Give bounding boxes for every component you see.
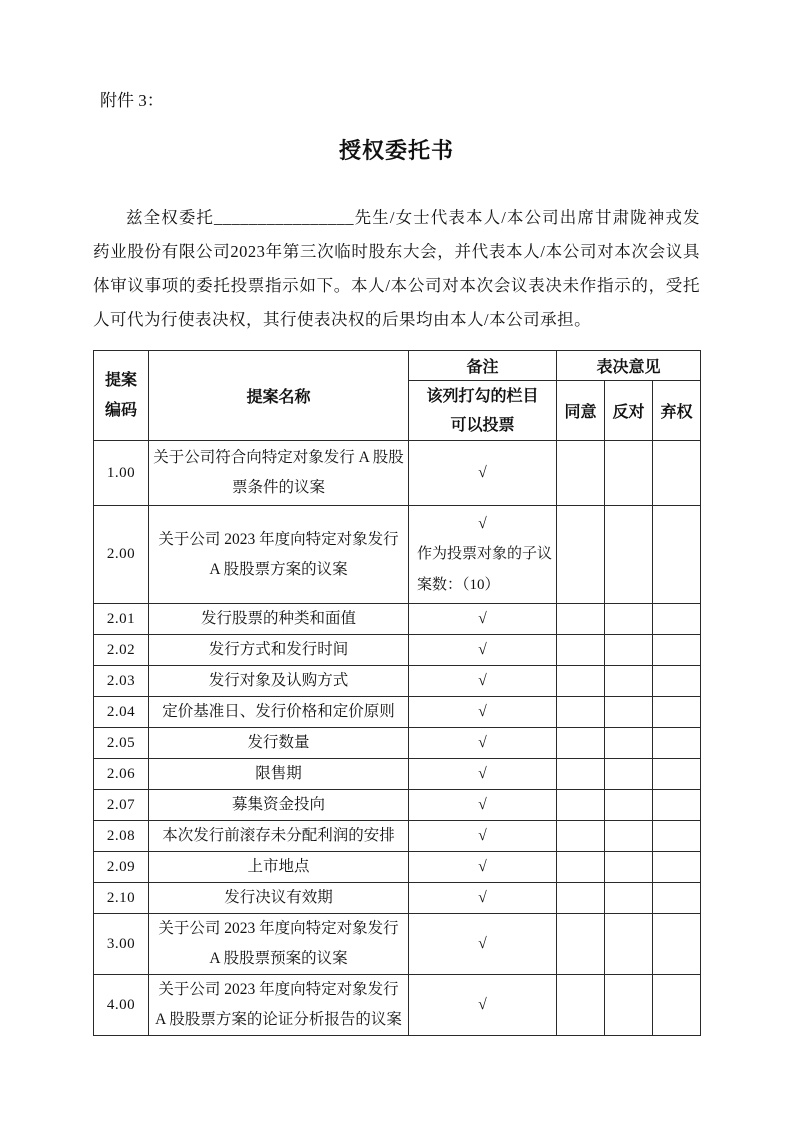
- vote-abstain-cell[interactable]: [653, 975, 701, 1036]
- proxy-vote-table: [93, 350, 701, 1036]
- proposal-name: 发行对象及认购方式: [149, 666, 409, 697]
- proposal-name: 关于公司 2023 年度向特定对象发行 A 股股票预案的议案: [149, 914, 409, 975]
- vote-against-cell[interactable]: [605, 852, 653, 883]
- proposal-code: 3.00: [94, 914, 149, 975]
- table-row: [94, 604, 701, 635]
- table-row: [94, 506, 701, 604]
- proposal-code: 2.01: [94, 604, 149, 635]
- table-row: [94, 914, 701, 975]
- vote-against-cell[interactable]: [605, 759, 653, 790]
- remark-check: √: [478, 514, 487, 532]
- remark-check: √: [409, 635, 557, 666]
- vote-against-cell[interactable]: [605, 604, 653, 635]
- remark-check: √: [409, 790, 557, 821]
- vote-abstain-cell[interactable]: [653, 790, 701, 821]
- vote-agree-cell[interactable]: [557, 975, 605, 1036]
- vote-against-cell[interactable]: [605, 914, 653, 975]
- vote-agree-cell[interactable]: [557, 883, 605, 914]
- vote-agree-cell[interactable]: [557, 506, 605, 604]
- vote-abstain-cell[interactable]: [653, 852, 701, 883]
- proposal-code: 2.10: [94, 883, 149, 914]
- vote-abstain-cell[interactable]: [653, 697, 701, 728]
- vote-abstain-cell[interactable]: [653, 635, 701, 666]
- remark-check: √: [409, 914, 557, 975]
- remark-check: √: [409, 821, 557, 852]
- vote-against-cell[interactable]: [605, 697, 653, 728]
- proposal-code: 2.05: [94, 728, 149, 759]
- table-row: [94, 759, 701, 790]
- proposal-name: 上市地点: [149, 852, 409, 883]
- proposal-code: 2.07: [94, 790, 149, 821]
- proposal-name: 定价基准日、发行价格和定价原则: [149, 697, 409, 728]
- table-row: [94, 821, 701, 852]
- header-against: 反对: [605, 381, 653, 441]
- vote-agree-cell[interactable]: [557, 697, 605, 728]
- header-remark: 备注: [409, 351, 557, 381]
- header-proposal-code-line2: 编码: [104, 401, 137, 419]
- proposal-name: 关于公司符合向特定对象发行 A 股股票条件的议案: [149, 441, 409, 506]
- vote-abstain-cell[interactable]: [653, 506, 701, 604]
- proposal-code: 2.06: [94, 759, 149, 790]
- remark-check: √: [409, 697, 557, 728]
- table-row: [94, 852, 701, 883]
- remark-check: √: [409, 441, 557, 506]
- vote-agree-cell[interactable]: [557, 759, 605, 790]
- remark-note: 作为投票对象的子议案数：（10）: [417, 545, 553, 593]
- table-row: [94, 883, 701, 914]
- remark-cell: [409, 506, 557, 604]
- table-row: [94, 975, 701, 1036]
- header-remark-sub-line1: 该列打勾的栏目: [426, 387, 539, 405]
- remark-check: √: [409, 604, 557, 635]
- table-row: [94, 441, 701, 506]
- vote-abstain-cell[interactable]: [653, 914, 701, 975]
- proposal-name: 关于公司 2023 年度向特定对象发行 A 股股票方案的议案: [149, 506, 409, 604]
- proposal-code: 2.02: [94, 635, 149, 666]
- proposal-name: 募集资金投向: [149, 790, 409, 821]
- header-proposal-code: [94, 351, 149, 441]
- proposal-code: 2.00: [94, 506, 149, 604]
- vote-abstain-cell[interactable]: [653, 666, 701, 697]
- vote-against-cell[interactable]: [605, 666, 653, 697]
- vote-agree-cell[interactable]: [557, 604, 605, 635]
- header-agree: 同意: [557, 381, 605, 441]
- vote-against-cell[interactable]: [605, 883, 653, 914]
- vote-abstain-cell[interactable]: [653, 821, 701, 852]
- vote-agree-cell[interactable]: [557, 728, 605, 759]
- table-row: [94, 666, 701, 697]
- vote-agree-cell[interactable]: [557, 666, 605, 697]
- remark-check: √: [409, 852, 557, 883]
- proposal-name: 发行数量: [149, 728, 409, 759]
- remark-check: √: [409, 666, 557, 697]
- vote-against-cell[interactable]: [605, 975, 653, 1036]
- proposal-code: 2.09: [94, 852, 149, 883]
- table-row: [94, 790, 701, 821]
- remark-check: √: [409, 728, 557, 759]
- proposal-code: 2.04: [94, 697, 149, 728]
- vote-agree-cell[interactable]: [557, 441, 605, 506]
- proposal-name: 关于公司 2023 年度向特定对象发行 A 股股票方案的论证分析报告的议案: [149, 975, 409, 1036]
- table-row: [94, 635, 701, 666]
- header-abstain: 弃权: [653, 381, 701, 441]
- vote-abstain-cell[interactable]: [653, 883, 701, 914]
- table-header-row-1: [94, 351, 701, 381]
- vote-agree-cell[interactable]: [557, 852, 605, 883]
- vote-agree-cell[interactable]: [557, 635, 605, 666]
- vote-abstain-cell[interactable]: [653, 728, 701, 759]
- vote-agree-cell[interactable]: [557, 790, 605, 821]
- vote-agree-cell[interactable]: [557, 821, 605, 852]
- header-remark-sub-line2: 可以投票: [450, 416, 515, 434]
- header-proposal-code-line1: 提案: [104, 371, 137, 389]
- vote-abstain-cell[interactable]: [653, 604, 701, 635]
- vote-against-cell[interactable]: [605, 635, 653, 666]
- vote-against-cell[interactable]: [605, 790, 653, 821]
- proposal-name: 发行决议有效期: [149, 883, 409, 914]
- header-remark-sub: [409, 381, 557, 441]
- header-vote-opinion: 表决意见: [557, 351, 701, 381]
- vote-abstain-cell[interactable]: [653, 441, 701, 506]
- proposal-code: 4.00: [94, 975, 149, 1036]
- vote-against-cell[interactable]: [605, 728, 653, 759]
- attachment-label: 附件 3：: [100, 91, 164, 110]
- proposal-name: 发行股票的种类和面值: [149, 604, 409, 635]
- vote-agree-cell[interactable]: [557, 914, 605, 975]
- table-row: [94, 697, 701, 728]
- vote-against-cell[interactable]: [605, 506, 653, 604]
- vote-against-cell[interactable]: [605, 441, 653, 506]
- table-row: [94, 728, 701, 759]
- proposal-name: 限售期: [149, 759, 409, 790]
- proposal-name: 本次发行前滚存未分配利润的安排: [149, 821, 409, 852]
- proposal-code: 2.08: [94, 821, 149, 852]
- header-proposal-name: 提案名称: [149, 351, 409, 441]
- proposal-name: 发行方式和发行时间: [149, 635, 409, 666]
- proposal-code: 2.03: [94, 666, 149, 697]
- remark-check: √: [409, 759, 557, 790]
- remark-check: √: [409, 883, 557, 914]
- vote-against-cell[interactable]: [605, 821, 653, 852]
- page-title: 授权委托书: [338, 138, 454, 163]
- remark-check: √: [409, 975, 557, 1036]
- proxy-intro-paragraph: 兹全权委托________________先生/女士代表本人/本公司出席甘肃陇神戎发药业股份有限公司2023年第三次临时股东大会，并代表本人/本公司对本次会议具体审议事项的委托投票指示如下。本人/本公司对本次会议表决未作指示的，受托人可代为行使表决权，其行使表决权的后果均由本人/本公司承担。: [93, 208, 700, 329]
- vote-abstain-cell[interactable]: [653, 759, 701, 790]
- proposal-code: 1.00: [94, 441, 149, 506]
